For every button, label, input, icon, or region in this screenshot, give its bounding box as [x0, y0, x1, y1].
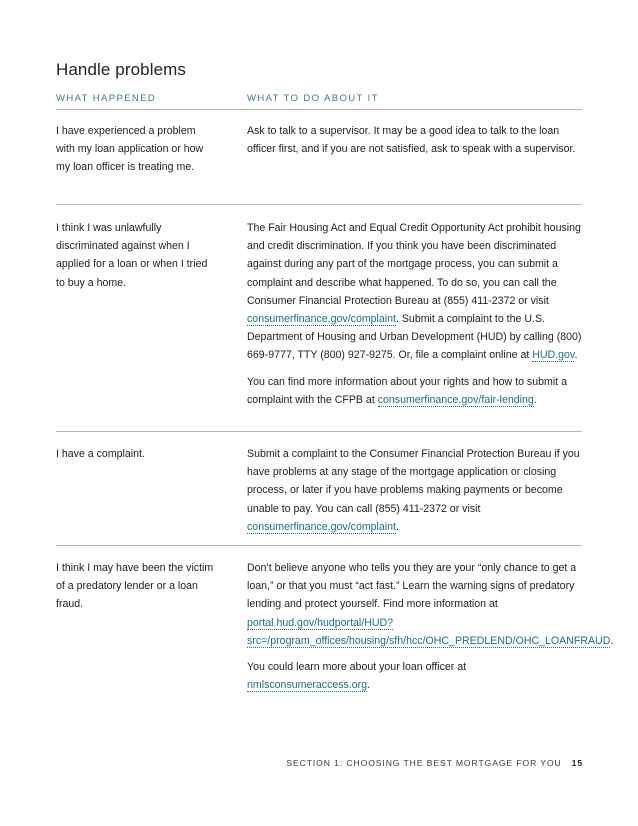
row-4-what-to-do — [247, 559, 614, 694]
row-1-what-to-do — [247, 122, 585, 158]
row-2-text-b: . Submit a complaint to the U.S. Department of Housing and Urban Development (HUD) by calling (800) 669-9777, TTY (800) 927-9275. Or, file a complaint online at — [247, 313, 582, 362]
column-header-what-happened: WHAT HAPPENED — [56, 93, 157, 104]
row-4-text-b: . — [610, 634, 614, 647]
row-3-what-happened: I have a complaint. — [56, 448, 145, 460]
row-3-text-b: . — [395, 520, 399, 533]
page-number: 15 — [571, 758, 583, 768]
footer-section-title: SECTION 1: CHOOSING THE BEST MORTGAGE FOR YOU — [286, 758, 562, 768]
row-4-text-d: . — [367, 679, 371, 692]
row-3-text-a: Submit a complaint to the Consumer Financial Protection Bureau if you have problems at any stage of the mortgage application or closing process, or later if you have problems making payments or become unable to pay. You can call (855) 411-2372 or visit — [247, 448, 580, 515]
row-4-what-happened: I think I may have been the victim of a predatory lender or a loan fraud. — [56, 562, 214, 611]
row-2-text-c: . — [574, 349, 578, 362]
link-consumerfinance-complaint[interactable]: consumerfinance.gov/complaint — [247, 313, 396, 326]
link-hud-gov[interactable]: HUD.gov — [532, 349, 575, 362]
row-4-paragraph-1 — [247, 559, 614, 650]
link-nmls-consumer-access[interactable]: nmlsconsumeraccess.org — [247, 679, 368, 692]
row-4-text-a: Don’t believe anyone who tells you they are your “only chance to get a loan,” or that you must “act fast.” Learn the warning signs of predatory lending and protect yourself. Find more information at — [247, 562, 577, 611]
link-consumerfinance-fair-lending[interactable]: consumerfinance.gov/fair-lending — [377, 393, 534, 406]
row-divider-1 — [56, 204, 582, 205]
page-title: Handle problems — [56, 60, 187, 79]
row-divider-2 — [56, 431, 582, 432]
link-consumerfinance-complaint-2[interactable]: consumerfinance.gov/complaint — [247, 520, 396, 533]
row-2-what-happened: I think I was unlawfully discriminated against when I applied for a loan or when I tried to buy a home. — [56, 222, 208, 289]
row-3-what-to-do — [247, 445, 585, 536]
row-2-paragraph-2 — [247, 373, 585, 409]
row-1-text: Ask to talk to a supervisor. It may be a good idea to talk to the loan officer first, and if you are not satisfied, ask to speak with a supervisor. — [247, 125, 576, 156]
link-hud-predatory-lending[interactable]: portal.hud.gov/hudportal/HUD?src=/program_offices/housing/sfh/hcc/OHC_PREDLEND/OHC_LOANFRAUD — [247, 616, 611, 647]
row-3-paragraph — [247, 445, 585, 536]
row-2-text-e: . — [533, 393, 537, 406]
row-1-what-happened: I have experienced a problem with my loan application or how my loan officer is treating me. — [56, 125, 204, 174]
column-header-what-to-do: WHAT TO DO ABOUT IT — [247, 93, 379, 104]
row-2-what-to-do — [247, 219, 585, 409]
row-4-paragraph-2 — [247, 658, 585, 694]
row-4-text-c: You could learn more about your loan officer at — [247, 661, 467, 674]
row-2-paragraph-1 — [247, 219, 585, 365]
page-footer — [286, 758, 583, 768]
row-2-text-d: You can find more information about your rights and how to submit a complaint with the CFPB at — [247, 375, 567, 406]
row-divider-3 — [56, 545, 582, 546]
row-2-text-a: The Fair Housing Act and Equal Credit Opportunity Act prohibit housing and credit discrimination. If you think you have been discriminated against during any part of the mortgage process, you can submit a complaint and describe what happened. To do so, you can call the Consumer Financial Protection Bureau at (855) 411-2372 or visit — [247, 222, 581, 307]
row-1-paragraph — [247, 122, 585, 158]
header-divider — [56, 109, 582, 110]
